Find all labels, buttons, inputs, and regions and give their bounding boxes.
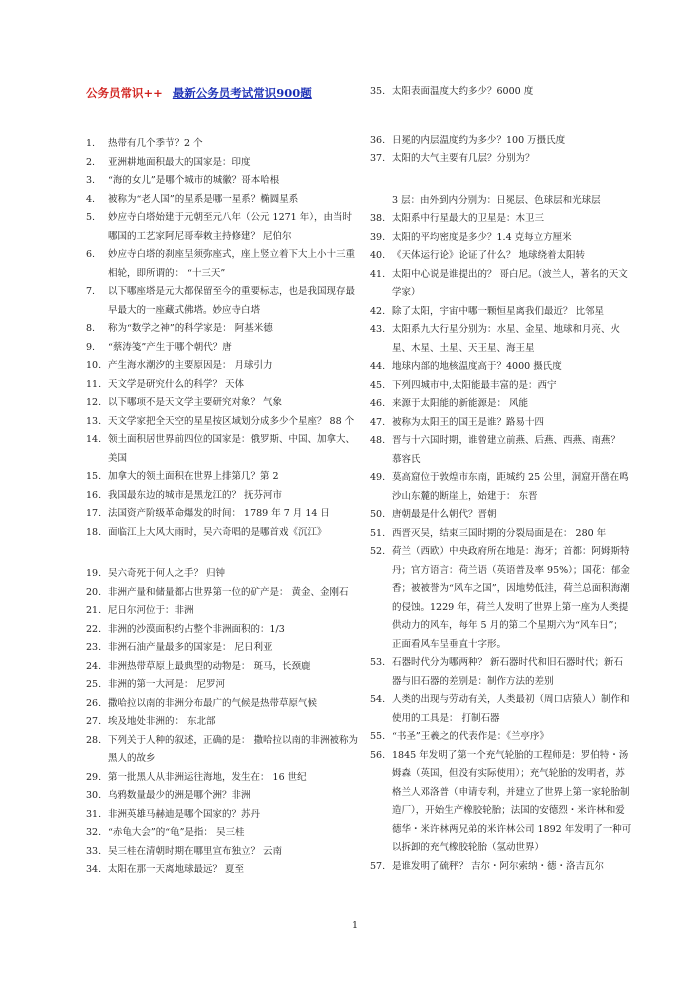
list-item (370, 747, 632, 858)
item-text: 非洲的沙漠面积约占整个非洲面积的：1/3 (108, 623, 285, 635)
item-text: 除了太阳，宇宙中哪一颗恒星离我们最近？ 比邻星 (392, 305, 605, 317)
document-title (86, 85, 312, 101)
item-text: “书圣”王羲之的代表作是：《兰亭序》 (392, 731, 549, 742)
list-item (86, 283, 361, 320)
item-number: 44. (370, 361, 386, 372)
item-number: 27. (86, 716, 102, 727)
item-text: 来源于太阳能的新能源是： 风能 (392, 398, 529, 409)
item-number: 10. (86, 360, 102, 371)
item-number: 21. (86, 605, 102, 616)
item-number: 16. (86, 489, 102, 501)
item-text: 称为“数学之神”的科学家是： 阿基米德 (108, 323, 273, 334)
left-column (86, 135, 361, 880)
item-number: 15. (86, 471, 102, 482)
item-text: 法国资产阶级革命爆发的时间： 1789 年 7 月 14 日 (108, 508, 330, 519)
item-text: 亚洲耕地面积最大的国家是：印度 (108, 156, 251, 168)
item-number: 56. (370, 749, 386, 761)
list-item (370, 728, 632, 747)
item-number: 54. (370, 694, 386, 705)
spacer (370, 102, 632, 132)
item-number: 49. (370, 472, 386, 483)
item-text: “海的女儿”是哪个城市的城徽？哥本哈根 (108, 175, 280, 186)
list-item (86, 639, 361, 658)
list-item (370, 247, 632, 266)
list-item (86, 713, 361, 732)
item-number: 24. (86, 660, 102, 672)
item-text: 《天体运行论》论证了什么？ 地球绕着太阳转 (392, 250, 586, 261)
list-item (86, 695, 361, 714)
item-number: 51. (370, 527, 386, 539)
item-text: 太阳表面温度大约多少？6000 度 (392, 86, 534, 97)
item-number: 5. (86, 212, 96, 223)
item-text: 莫高窟位于敦煌市东南，距城约 25 公里，洞窟开凿在鸣沙山东麓的断崖上，始建于： 东晋 (392, 472, 629, 502)
item-text: 非洲热带草原上最典型的动物是： 斑马，长颈鹿 (108, 660, 311, 672)
list-item (370, 691, 632, 728)
item-text: 领土面积居世界前四位的国家是：俄罗斯、中国、加拿大、美国 (108, 434, 356, 464)
item-text: 荷兰（西欧）中央政府所在地是：海牙；首都：阿姆斯特丹；官方语言：荷兰语（英语普及率 95%）；国花：郁金香；被被誉为“风车之国”，因地势低洼，荷兰总面积海潮的侵蚀。1229 年，荷兰人发明了世界上第一座为人类提供动力的风车，每年 5 月的第二个星期六为“风车日”；正面看风车呈垂直十字形。 (392, 546, 630, 650)
item-number: 14. (86, 434, 102, 445)
item-text: 人类的出现与劳动有关，人类最初（周口店猿人）制作和使用的工具是： 打制石器 (392, 694, 630, 724)
right-column (370, 83, 632, 876)
item-text: 妙应寺白塔始建于元朝至元八年（公元 1271 年），由当时哪国的工艺家阿尼哥奉敕主持修建？ 尼伯尔 (108, 212, 352, 242)
item-number: 18. (86, 526, 102, 538)
item-text: 埃及地处非洲的： 东北部 (108, 716, 216, 727)
item-number: 4. (86, 193, 96, 205)
item-number: 31. (86, 808, 102, 820)
item-number: 32. (86, 827, 102, 838)
spacer (86, 542, 361, 565)
list-item (370, 469, 632, 506)
item-number: 9. (86, 341, 96, 353)
item-number: 50. (370, 509, 386, 520)
list-item (86, 394, 361, 413)
item-number (370, 192, 392, 211)
list-item (86, 621, 361, 640)
item-number: 25. (86, 679, 102, 690)
list-item (86, 468, 361, 487)
item-text: 天文学家把全天空的星星按区域划分成多少个星座？ 88 个 (108, 415, 355, 427)
list-item (86, 843, 361, 862)
item-text: 以下哪项不是天文学主要研究对象？ 气象 (108, 397, 283, 408)
item-text: 石器时代分为哪两种？ 新石器时代和旧石器时代；新石器与旧石器的差别是：制作方法的差别 (392, 657, 624, 687)
item-number: 55. (370, 731, 386, 742)
list-item (370, 654, 632, 691)
item-number: 57. (370, 860, 386, 872)
item-text: 面临江上大风大雨时，吴六奇唱的是哪首戏《沉江》 (108, 526, 327, 538)
item-text: “蔡涛笺”产生于哪个朝代？唐 (108, 341, 232, 353)
item-text: 我国最东边的城市是黑龙江的？ 抚芬河市 (108, 489, 283, 501)
item-number: 36. (370, 134, 386, 146)
item-number: 33. (86, 845, 102, 857)
list-item (86, 357, 361, 376)
item-number: 3. (86, 175, 96, 186)
item-text: 太阳的大气主要有几层？分别为？ (392, 153, 535, 164)
list-item (370, 543, 632, 654)
item-number: 19. (86, 568, 102, 579)
item-number: 20. (86, 586, 102, 598)
list-item (370, 83, 632, 102)
list-item (370, 150, 632, 169)
title-link[interactable]: 最新公务员考试常识900题 (172, 86, 312, 100)
list-item (370, 132, 632, 151)
item-number: 29. (86, 771, 102, 783)
list-item (86, 658, 361, 677)
item-text: 是谁发明了硫秤？ 吉尔・阿尔索纳・德・洛吉瓦尔 (392, 860, 605, 872)
item-number: 28. (86, 734, 102, 746)
item-text: 地球内部的地核温度高于？4000 摄氏度 (392, 361, 562, 372)
item-number: 46. (370, 398, 386, 409)
list-item (86, 209, 361, 246)
list-item (86, 154, 361, 173)
item-number: 13. (86, 415, 102, 427)
list-item (86, 565, 361, 584)
item-text: 乌鸦数量最少的洲是哪个洲？非洲 (108, 790, 251, 801)
item-number: 53. (370, 657, 386, 668)
list-item (370, 377, 632, 396)
list-item (370, 858, 632, 877)
list-item (86, 505, 361, 524)
item-number: 2. (86, 156, 96, 168)
list-item (86, 861, 361, 880)
item-number: 45. (370, 379, 386, 391)
list-item (370, 303, 632, 322)
list-item (370, 210, 632, 229)
list-item (86, 769, 361, 788)
item-number: 43. (370, 324, 386, 335)
item-number: 35. (370, 86, 386, 97)
item-text: 吴三桂在清朝时期在哪里宣布独立？ 云南 (108, 845, 283, 857)
item-text: 非洲英雄马赫迪是哪个国家的？苏丹 (108, 808, 261, 820)
item-text: 西晋灭吴，结束三国时期的分裂局面是在： 280 年 (392, 527, 607, 539)
spacer (370, 169, 632, 192)
item-number: 39. (370, 231, 386, 243)
item-number: 38. (370, 213, 386, 224)
item-number: 52. (370, 546, 386, 557)
list-item (86, 487, 361, 506)
item-text: 唐朝最是什么朝代？晋朝 (392, 509, 497, 520)
item-text: 非洲石油产量最多的国家是： 尼日利亚 (108, 642, 273, 653)
item-text: 加拿大的领土面积在世界上排第几？第 2 (108, 471, 279, 482)
list-item (370, 525, 632, 544)
list-item (86, 584, 361, 603)
item-number: 23. (86, 642, 102, 653)
item-text: 产生海水潮汐的主要原因是： 月球引力 (108, 360, 273, 371)
list-item (370, 395, 632, 414)
list-item (370, 229, 632, 248)
item-text: 太阳在那一天离地球最远？ 夏至 (108, 864, 245, 875)
item-number: 37. (370, 153, 386, 164)
list-item (86, 824, 361, 843)
item-text: 非洲产量和储量都占世界第一位的矿产是： 黄金、金刚石 (108, 586, 349, 598)
list-item (86, 246, 361, 283)
item-number: 22. (86, 623, 102, 635)
item-number: 41. (370, 268, 386, 280)
item-number: 8. (86, 323, 96, 334)
list-item (86, 135, 361, 154)
item-text: 非洲的第一大河是： 尼罗河 (108, 679, 226, 690)
item-text: 热带有几个季节？2 个 (108, 138, 203, 149)
item-text: 尼日尔河位于：非洲 (108, 605, 194, 616)
item-text: 晋与十六国时期，谁曾建立前燕、后燕、西燕、南燕？ 慕容氏 (392, 435, 621, 465)
item-number: 1. (86, 138, 96, 149)
list-item (86, 376, 361, 395)
list-item (86, 413, 361, 432)
item-number: 34. (86, 864, 102, 875)
item-text: 太阳系九大行星分别为：水星、金星、地球和月亮、火星、木星、土星、天王星、海王星 (392, 324, 621, 354)
list-item (86, 339, 361, 358)
list-item (86, 172, 361, 191)
list-item (370, 358, 632, 377)
item-text: 日冕的内层温度约为多少？100 万摄氏度 (392, 134, 566, 146)
item-text: 吴六奇死于何人之手？ 归钟 (108, 568, 226, 579)
item-text: 太阳中心说是谁提出的？ 哥白尼。（波兰人，著名的天文学家） (392, 268, 628, 298)
list-item (86, 676, 361, 695)
list-item (86, 602, 361, 621)
item-number: 48. (370, 435, 386, 446)
list-item (86, 806, 361, 825)
item-text: 第一批黑人从非洲运往海地，发生在： 16 世纪 (108, 771, 307, 783)
item-text: 下列四城市中,太阳能最丰富的是：西宁 (392, 379, 557, 391)
item-text: 妙应寺白塔的刹座呈须弥座式，座上竖立着下大上小十三重相轮，即所谓的： “十三天” (108, 249, 356, 279)
item-text: 下列关于人种的叙述，正确的是： 撒哈拉以南的非洲被称为黑人的故乡 (108, 734, 359, 764)
item-text: 被称为“老人国”的星系是哪一星系？椭圆星系 (108, 193, 299, 205)
item-text: 1845 年发明了第一个充气轮胎的工程师是：罗伯特・汤姆森（英国，但没有实际使用）；充气轮胎的发明者，苏格兰人邓洛普（申请专利，并建立了世界上第一家轮胎制造厂），开始生产橡胶轮胎；法国的安德烈・米许林和爱德华・米许林两兄弟的米许林公司 1892 年发明了一种可以拆卸的充气橡胶轮胎（氢动世界） (392, 749, 632, 853)
list-item (86, 431, 361, 468)
list-item (370, 506, 632, 525)
item-number: 6. (86, 249, 96, 260)
item-text: 以下哪座塔是元大都保留至今的重要标志，也是我国现存最早最大的一座藏式佛塔。妙应寺白塔 (108, 286, 356, 316)
list-item (370, 321, 632, 358)
page-number: 1 (352, 920, 359, 931)
item-text: “赤龟大会”的“龟”是指： 吴三桂 (108, 827, 245, 838)
item-text: 太阳系中行星最大的卫星是：木卫三 (392, 213, 545, 224)
item-text: 太阳的平均密度是多少？1.4 克每立方厘米 (392, 231, 572, 243)
item-text: 3 层：由外到内分别为：日冕层、色球层和光球层 (392, 194, 601, 206)
item-number: 40. (370, 250, 386, 261)
item-number: 12. (86, 397, 102, 408)
list-item (86, 320, 361, 339)
title-label: 公务员常识++ (86, 86, 163, 100)
list-item (370, 266, 632, 303)
item-text: 天文学是研究什么的科学？ 天体 (108, 378, 245, 390)
item-number: 30. (86, 790, 102, 801)
list-item (370, 414, 632, 433)
list-item (86, 191, 361, 210)
item-number: 26. (86, 697, 102, 709)
list-item (86, 732, 361, 769)
item-number: 42. (370, 305, 386, 317)
list-item (370, 432, 632, 469)
item-number: 47. (370, 416, 386, 428)
list-item (370, 192, 632, 211)
item-number: 7. (86, 286, 96, 297)
item-number: 17. (86, 508, 102, 519)
list-item (86, 524, 361, 543)
item-text: 被称为太阳王的国王是谁？路易十四 (392, 416, 545, 428)
list-item (86, 787, 361, 806)
item-number: 11. (86, 378, 102, 390)
item-text: 撒哈拉以南的非洲分布最广的气候是热带草原气候 (108, 697, 318, 709)
